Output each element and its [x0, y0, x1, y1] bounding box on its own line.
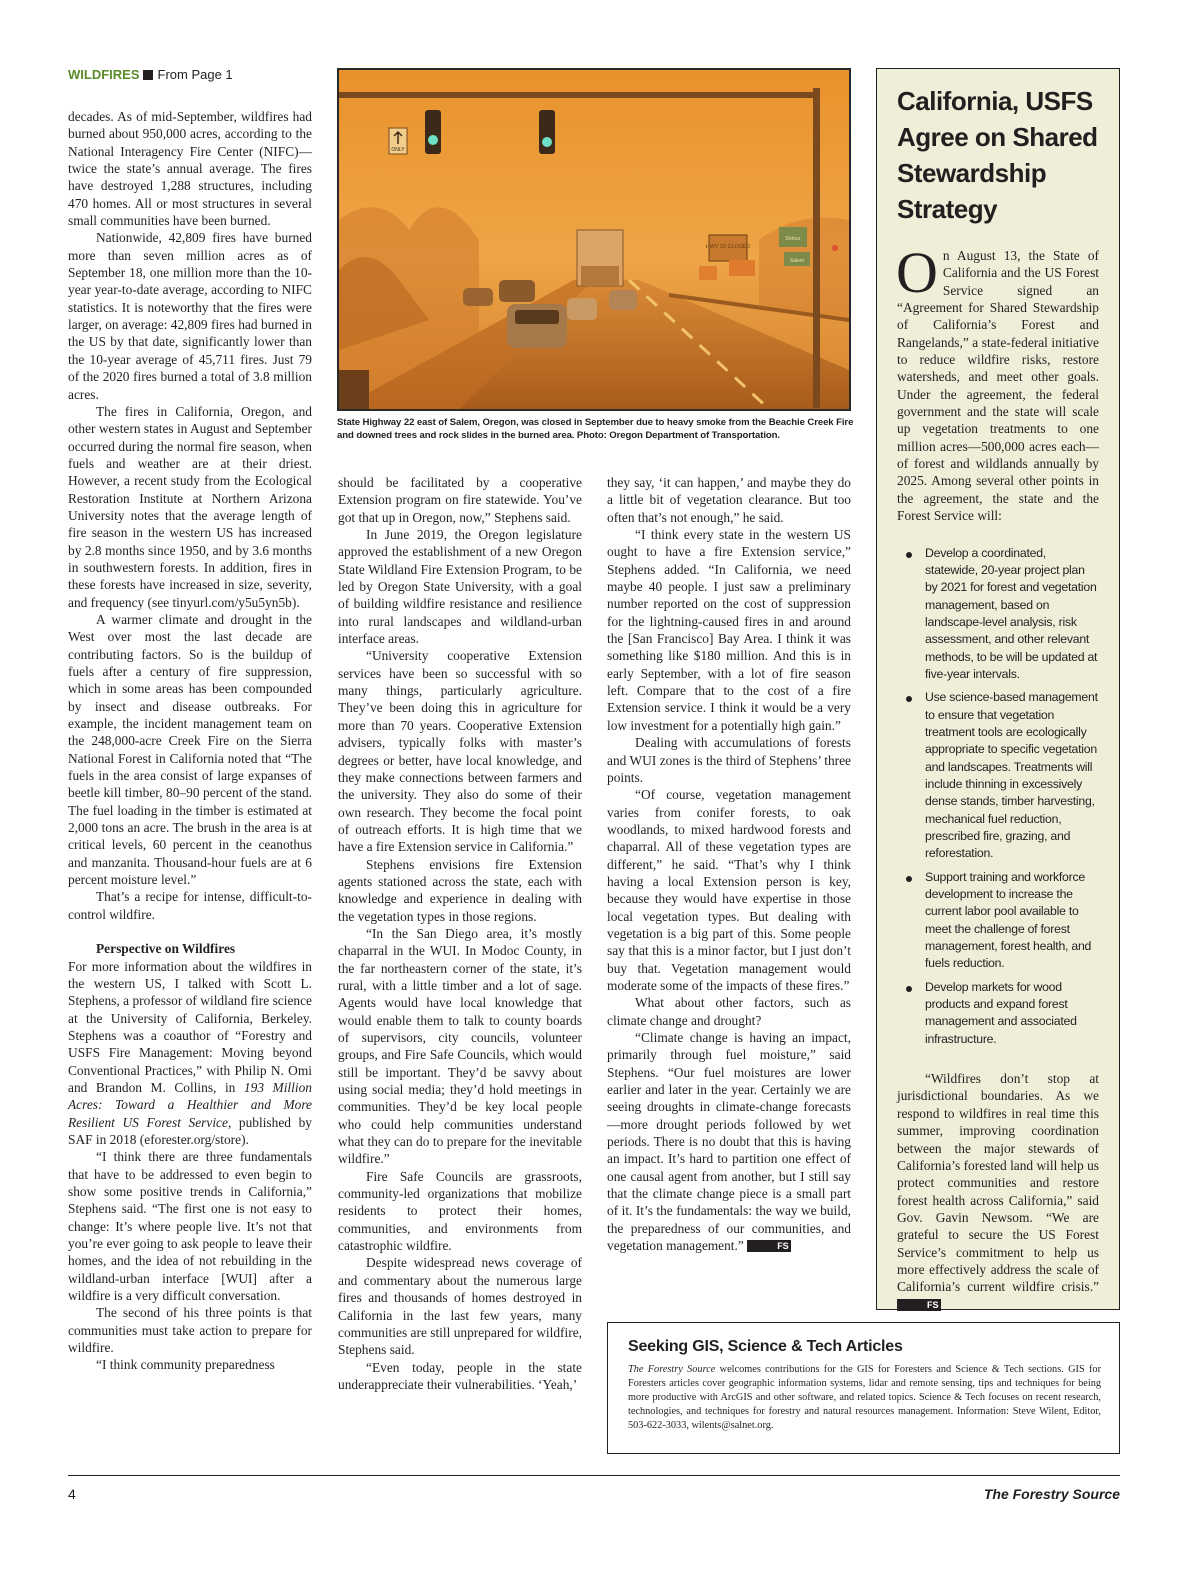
paragraph: That’s a recipe for intense, difficult-to-control wildfire.: [68, 889, 312, 922]
paragraph: “I think every state in the western US ought to have a fire Extension service,” Stephens added. “In California, we need maybe 40 people. I just saw a preliminary number reported on the cost of suppression for the lightning-caused fires in and around the [San Francisco] Bay Area. I think it was something like $180 million. And this is in early September, with a lot of fire season left. Compare that to the cost of a fire Extension service. I think it would be a very low investment for a potentially high gain.”: [607, 527, 851, 733]
photo-caption: State Highway 22 east of Salem, Oregon, was closed in September due to heavy smoke from the Beachie Creek Fire and downed trees and rock slides in the burned area. Photo: Oregon Department of Transportation.: [337, 417, 854, 441]
paragraph: Dealing with accumulations of forests and WUI zones is the third of Stephens’ three points.: [607, 735, 851, 785]
paragraph: [607, 1029, 851, 1254]
paragraph: Stephens envisions fire Extension agents stationed across the state, each with knowledge and experience in dealing with the vegetation types in those regions.: [338, 856, 582, 924]
subheading: Perspective on Wildfires: [96, 941, 236, 957]
box-title: Seeking GIS, Science & Tech Articles: [628, 1338, 903, 1355]
paragraph: “I think there are three fundamentals that have to be addressed to even begin to show some positive trends in California,” Stephens said. “The first one is not easy to change: It’s where people live. It’s not that you’re ever going to ask people to leave their homes, and the idea of not rebuilding in the wildland-urban interface [WUI] after a wildfire is a very difficult conversation.: [68, 1149, 312, 1304]
sidebar-intro: [896, 240, 1099, 525]
paragraph: [68, 958, 312, 1149]
end-mark-icon: FS: [897, 1299, 941, 1311]
square-bullet-icon: [143, 70, 153, 80]
article-column-1: [68, 108, 312, 1374]
article-column-2: [338, 474, 582, 1393]
paragraph: Despite widespread news coverage of and commentary about the numerous large fires and thousands of homes destroyed in California in the last few years, many communities are still unprepared for wildfire, Stephens said.: [338, 1255, 582, 1358]
text-run: For more information about the wildfires in the western US, I talked with Scott L. Stephens, a professor of wildland fire science at the University of California, Berkeley. Stephens was a coauthor of “Forestry and USFS Fire Management: Moving beyond Conventional Practices,” with Philip N. Omi and Brandon M. Collins, in: [68, 958, 312, 1095]
paragraph: “In the San Diego area, it’s mostly chaparral in the WUI. In Modoc County, in the far northeastern corner of the state, it’s rural, with a little timber and a lot of sage. Agents would have local knowledge that would enable them to talk to county boards of supervisors, city councils, volunteer groups, and Fire Safe Councils, which would still be important. They’d be savvy about using social media; they’d hold meetings in communities. They’d be key local people who could help communities understand what they can do to prepare for the inevitable wildfire.”: [338, 925, 582, 1167]
drop-cap: O: [896, 240, 938, 305]
sidebar-quote: [897, 1070, 1099, 1313]
text-run: “Wildfires don’t stop at jurisdictional boundaries. As we respond to wildfires in real time this summer, improving coordination between the major stewards of California’s forested land will help us protect communities and restore forest health across California,” said Gov. Gavin Newsom. “We are grateful to secure the US Forest Service’s commitment to help us more effectively address the scale of California’s current wildfire crisis.”: [897, 1071, 1099, 1295]
sign-only-text: ONLY: [391, 147, 405, 153]
paragraph: The second of his three points is that communities must take action to prepare for wildfire.: [68, 1305, 312, 1356]
paragraph: The fires in California, Oregon, and other western states in August and September occurred during the normal fire season, when fuels and weather are at their driest. However, a recent study from the Ecological Restoration Institute at Northern Arizona University notes that the average length of fire season in the western US has increased by 2.8 months since 1950, and by 3.6 months in southwestern forests. In addition, fires in these forests have increased in size, severity, and frequency (see tinyurl.com/y5u5yn5b).: [68, 403, 312, 610]
publication-name: The Forestry Source: [983, 1486, 1120, 1502]
running-head: [68, 67, 233, 82]
list-item: Support training and workforce development to increase the current labor pool available to meet the challenge of forest management, forest health, and fuels reduction.: [905, 869, 1099, 973]
paragraph: “University cooperative Extension services have been so successful with so many things, particularly agriculture. They’ve been doing this in agriculture for more than 70 years. Cooperative Extension advisers, typically folks with master’s degrees or better, have local knowledge, and they make connections between farmers and the university. They also do some of their own research. They become the focal point of outreach efforts. It is high time that we have a fire Extension service in California.”: [338, 648, 582, 855]
green-sign-text: Detour: [785, 236, 801, 242]
paragraph: they say, ‘it can happen,’ and maybe they do a little bit of vegetation clearance. But too often that’s not enough,” he said.: [607, 475, 851, 525]
end-mark-icon: FS: [747, 1240, 791, 1252]
paragraph: should be facilitated by a cooperative Extension program on fire statewide. You’ve got that up in Oregon, now,” Stephens said.: [338, 475, 582, 525]
sidebar-bullet-list: [905, 545, 1099, 1049]
photo-illustration: [339, 70, 849, 409]
paragraph: What about other factors, such as climate change and drought?: [607, 995, 851, 1028]
paragraph: “Even today, people in the state underappreciate their vulnerabilities. ‘Yeah,’: [338, 1359, 582, 1392]
paragraph: Nationwide, 42,809 fires have burned more than seven million acres as of September 18, one million more than the 10-year year-to-date average, according to NIFC statistics. It is noteworthy that the fires were larger, on average: 42,809 fires had burned in the US by that date, significantly lower than the 10-year average of 45,711 fires. Just 79 of the 2020 fires burned a total of 3.8 million acres.: [68, 230, 312, 402]
sidebar-box: [876, 68, 1120, 1310]
paragraph: [897, 1070, 1099, 1313]
highway-smoke-photo: [337, 68, 851, 411]
text-run: n August 13, the State of California and the US Forest Service signed an “Agreement for Shared Stewardship of California’s Forest and Rangelands,” a state-federal initiative to reduce wildfire risks, restore watersheds, and meet other goals. Under the agreement, the federal government and the state will scale up vegetation treatments to one million acres—500,000 acres each—of forest and wildlands annually by 2025. Among several other points in the agreement, the state and the Forest Service will:: [897, 248, 1099, 524]
list-item: Develop a coordinated, statewide, 20-year project plan by 2021 for forest and vegetation management, based on landscape-level analysis, risk assessment, and other relevant methods, to be will be updated at five-year intervals.: [905, 545, 1099, 684]
publication-italic: The Forestry Source: [628, 1364, 716, 1375]
road-closed-sign-text: HWY 22 CLOSED: [705, 244, 751, 250]
list-item: Develop markets for wood products and expand forest management and associated infrastructure.: [905, 979, 1099, 1048]
paragraph: In June 2019, the Oregon legislature approved the establishment of a new Oregon State Wildland Fire Extension Program, to be led by Oregon State University, with a goal of building wildfire resistance and resilience into rural landscapes and wildland-urban interface areas.: [338, 527, 582, 647]
text-run: “Climate change is having an impact, primarily through fuel moisture,” said Stephens. “Our fuel moistures are lower earlier and later in the year. Certainly we are seeing droughts in climate-change forecasts—more drought periods followed by wet periods. There is no doubt that this is having an impact. It’s hard to partition one effect of one causal agent from another, but I still say that the climate change piece is a small part of it. It’s the fundamentals: the way we build, the preparedness of our communities, and vegetation management.”: [607, 1030, 851, 1254]
text-run: welcomes contributions for the GIS for Foresters and Science & Tech sections. GIS for Foresters articles cover geographic information systems, lidar and remote sensing, tips and techniques for being more productive with ArcGIS and other software, and related topics. Science & Tech focuses on recent research, technologies, and techniques for forestry and natural resources management. Information: Steve Wilent, Editor, 503-622-3033, wilents@salnet.org.: [628, 1364, 1101, 1431]
page-number: 4: [68, 1486, 76, 1502]
green-sign-text-2: Salem: [789, 258, 805, 264]
box-text: [628, 1363, 1101, 1433]
paragraph: “I think community preparedness: [96, 1357, 275, 1373]
section-label: WILDFIRES: [68, 67, 140, 82]
sidebar-body: [896, 240, 1099, 525]
text-run: , published by SAF in 2018 (eforester.org/store).: [68, 1114, 312, 1147]
sidebar-title: California, USFS Agree on Shared Stewardship Strategy: [897, 86, 1098, 224]
article-column-3: [607, 474, 851, 1254]
paragraph: “Of course, vegetation management varies from conifer forests, to oak woodlands, to mixed hardwood forests and chaparral. All of these vegetation types are different,” he said. “That’s why I think having a local Extension person is key, because they would have expertise in those local vegetation types. But dealing with vegetation is a big part of this. Some people say that this is a minor factor, but I just don’t buy that. Vegetation management would moderate some of the impacts of these fires.”: [607, 787, 851, 993]
paragraph: Fire Safe Councils are grassroots, community-led organizations that mobilize residents to protect their homes, communities, and environments from catastrophic wildfire.: [338, 1168, 582, 1254]
call-for-articles-box: [607, 1322, 1120, 1454]
continued-from: From Page 1: [157, 67, 233, 82]
paragraph: decades. As of mid-September, wildfires had burned about 950,000 acres, according to the National Interagency Fire Center (NIFC)—twice the state’s annual average. The fires have destroyed 1,288 structures, including 470 homes. All or most structures in several small communities have been burned.: [68, 109, 312, 229]
paragraph: A warmer climate and drought in the West over most the last decade are contributing factors. So is the buildup of fuels after a century of fire suppression, which in some areas has been compounded by insect and disease outbreaks. For example, the incident management team on the 248,000-acre Creek Fire on the Sierra National Forest in California noted that “The fuels in the area consist of large expanses of beetle kill timber, 80–90 percent of the stand. The fuel loading in the timber is estimated at 2,000 tons an acre. The brush in the area is at critical levels, 60 percent in the ceanothus and manzanita. Thousand-hour fuels are at 6 percent moisture level.”: [68, 611, 312, 888]
book-title: 193 Million Acres: Toward a Healthier and More Resilient US Forest Service: [68, 1079, 312, 1130]
list-item: Use science-based management to ensure that vegetation treatment tools are ecologically appropriate to specific vegetation and landscapes. Treatments will include thinning in excessively dense stands, timber harvesting, mechanical fuel reduction, prescribed fire, grazing, and reforestation.: [905, 689, 1099, 862]
footer-rule: [68, 1475, 1120, 1476]
